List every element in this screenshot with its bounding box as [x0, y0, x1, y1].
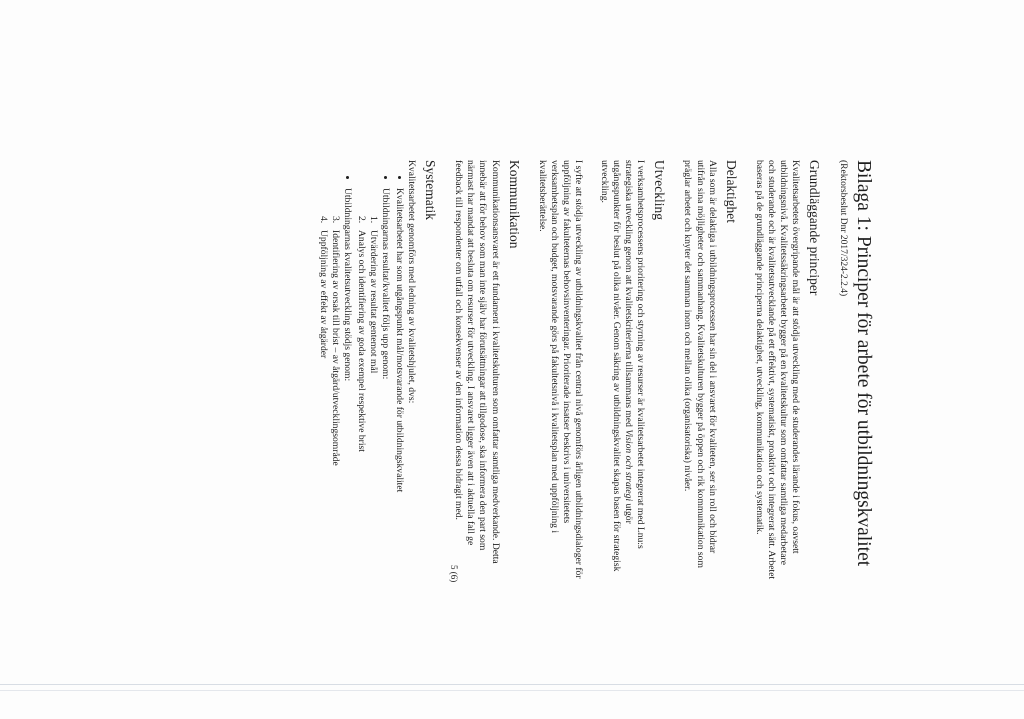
document-body — [314, 160, 874, 583]
sub-text-2: Analys och identifiering av goda exempel respektive brist — [355, 230, 367, 452]
utveckling-text-italic: Vision och strategi — [623, 429, 635, 502]
sub-number-3: 3. — [329, 216, 341, 224]
list-item — [316, 216, 328, 580]
sublist-uppfoljning — [355, 188, 379, 580]
para-delaktighet: Alla som är delaktiga i utbildningsprocessen har sin del i ansvaret för kvaliteten, ser sin roll och bidrar utifrån sina möjligheter och sammanhang. Kvalitetskulturen bygger på öppen och rik kommunikation som präglar arbetet och knyter det samman inom och mellan olika (organisatoriska) nivåer. — [682, 160, 718, 568]
scan-edge-line — [0, 684, 1024, 685]
scan-edge-line — [0, 690, 1024, 691]
heading-kommunikation: Kommunikation — [506, 160, 522, 249]
systematik-list — [316, 160, 405, 580]
sublist-utveckling — [316, 188, 340, 580]
utveckling-text-after: utgör utgångspunkter för beslut på olika nivåer. Genom säkring av utbildningskvalitet skapas basen för strategisk utveckling. — [599, 160, 635, 572]
heading-systematik: Systematik — [423, 160, 439, 220]
list-item — [355, 216, 367, 580]
decision-reference: (Rektorsbeslut Dnr 2017/324-2.2.4) — [838, 160, 848, 297]
page-number: 5 (6) — [449, 565, 459, 583]
sub-text-1: Utvärdering av resultat gentemot mål — [367, 230, 379, 374]
para-utveckling-1 — [598, 160, 646, 580]
para-kommunikation: Kommunikationsansvaret är ett fundament i kvalitetskulturen som omfattar samtliga medverkande. Detta innebär att för behov som man inte själv har förutsättningar att tillgodose, ska informera den part som närmast har mandat att besluta om resurser för utveckling. I ansvaret ligger även att i aktuella fall ge feedback till respondenter om utfall och konsekvenser av den information dessa bidragit med. — [453, 160, 501, 564]
sub-number-2: 2. — [355, 216, 367, 224]
sub-text-4: Uppföljning av effekt av åtgärder — [317, 230, 329, 359]
para-utveckling-2: I syfte att stödja utveckling av utbildningskvalitet från central nivå genomförs årligen utbildningsdialoger för uppföljning av fakulteternas behovsinventeringar. Prioriterade insatser beskrivs i universitetets verksamhetsplan och budget, motsvarande görs på fakultetsnivå i kvalitetsplan med uppföljning i kvalitetsberättelse. — [536, 160, 584, 579]
heading-utveckling: Utveckling — [652, 160, 668, 220]
para-systematik-intro: Kvalitetsarbetet genomförs med ledning av kvalitetshjulet, dvs: — [406, 160, 418, 404]
list-item — [393, 188, 405, 580]
heading-delaktighet: Delaktighet — [723, 160, 739, 223]
list-item — [329, 216, 341, 580]
bullet-text-3: Utbildningarnas kvalitetsutveckling stödjs genom: — [341, 188, 353, 382]
sub-number-4: 4. — [317, 216, 329, 224]
sub-number-1: 1. — [367, 216, 379, 224]
sub-text-3: Identifiering av orsak till brist – av åtgärd/utvecklingsområde — [329, 230, 341, 466]
list-item — [316, 188, 352, 580]
bullet-text-1: Kvalitetsarbetet har som utgångspunkt mål/motsvarande för utbildningskvalitet — [394, 188, 406, 493]
list-item — [355, 188, 391, 580]
para-grundlaggande: Kvalitetsarbetets övergripande mål är att stödja utveckling med de studerandes lärande i fokus, oavsett utbildningsnivå. Kvalitetssäkringsarbetet bygger på en kvalitetskultur som omfattar samtliga medarbetare och studerande och är kvalitetsutvecklande på ett effektivt, systematiskt, proaktivt och integrerat sätt. Arbetet baseras på de grundläggande principerna delaktighet, utveckling, kommunikation och systematik. — [753, 160, 801, 580]
heading-grundlaggande: Grundläggande principer — [807, 160, 822, 296]
utveckling-text-before: I verksamhetsprocessens prioritering och styrning av resurser är kvalitetsarbetet integrerat med Lnu:s strategiska utveckling genom att kvalitetskriterierna tillsammans med — [623, 160, 647, 549]
document-title: Bilaga 1: Principer för arbete för utbildningskvalitet — [853, 160, 874, 567]
list-item — [367, 216, 379, 580]
bullet-text-2: Utbildningarnas resultat/kvalitet följs upp genom: — [380, 188, 392, 380]
